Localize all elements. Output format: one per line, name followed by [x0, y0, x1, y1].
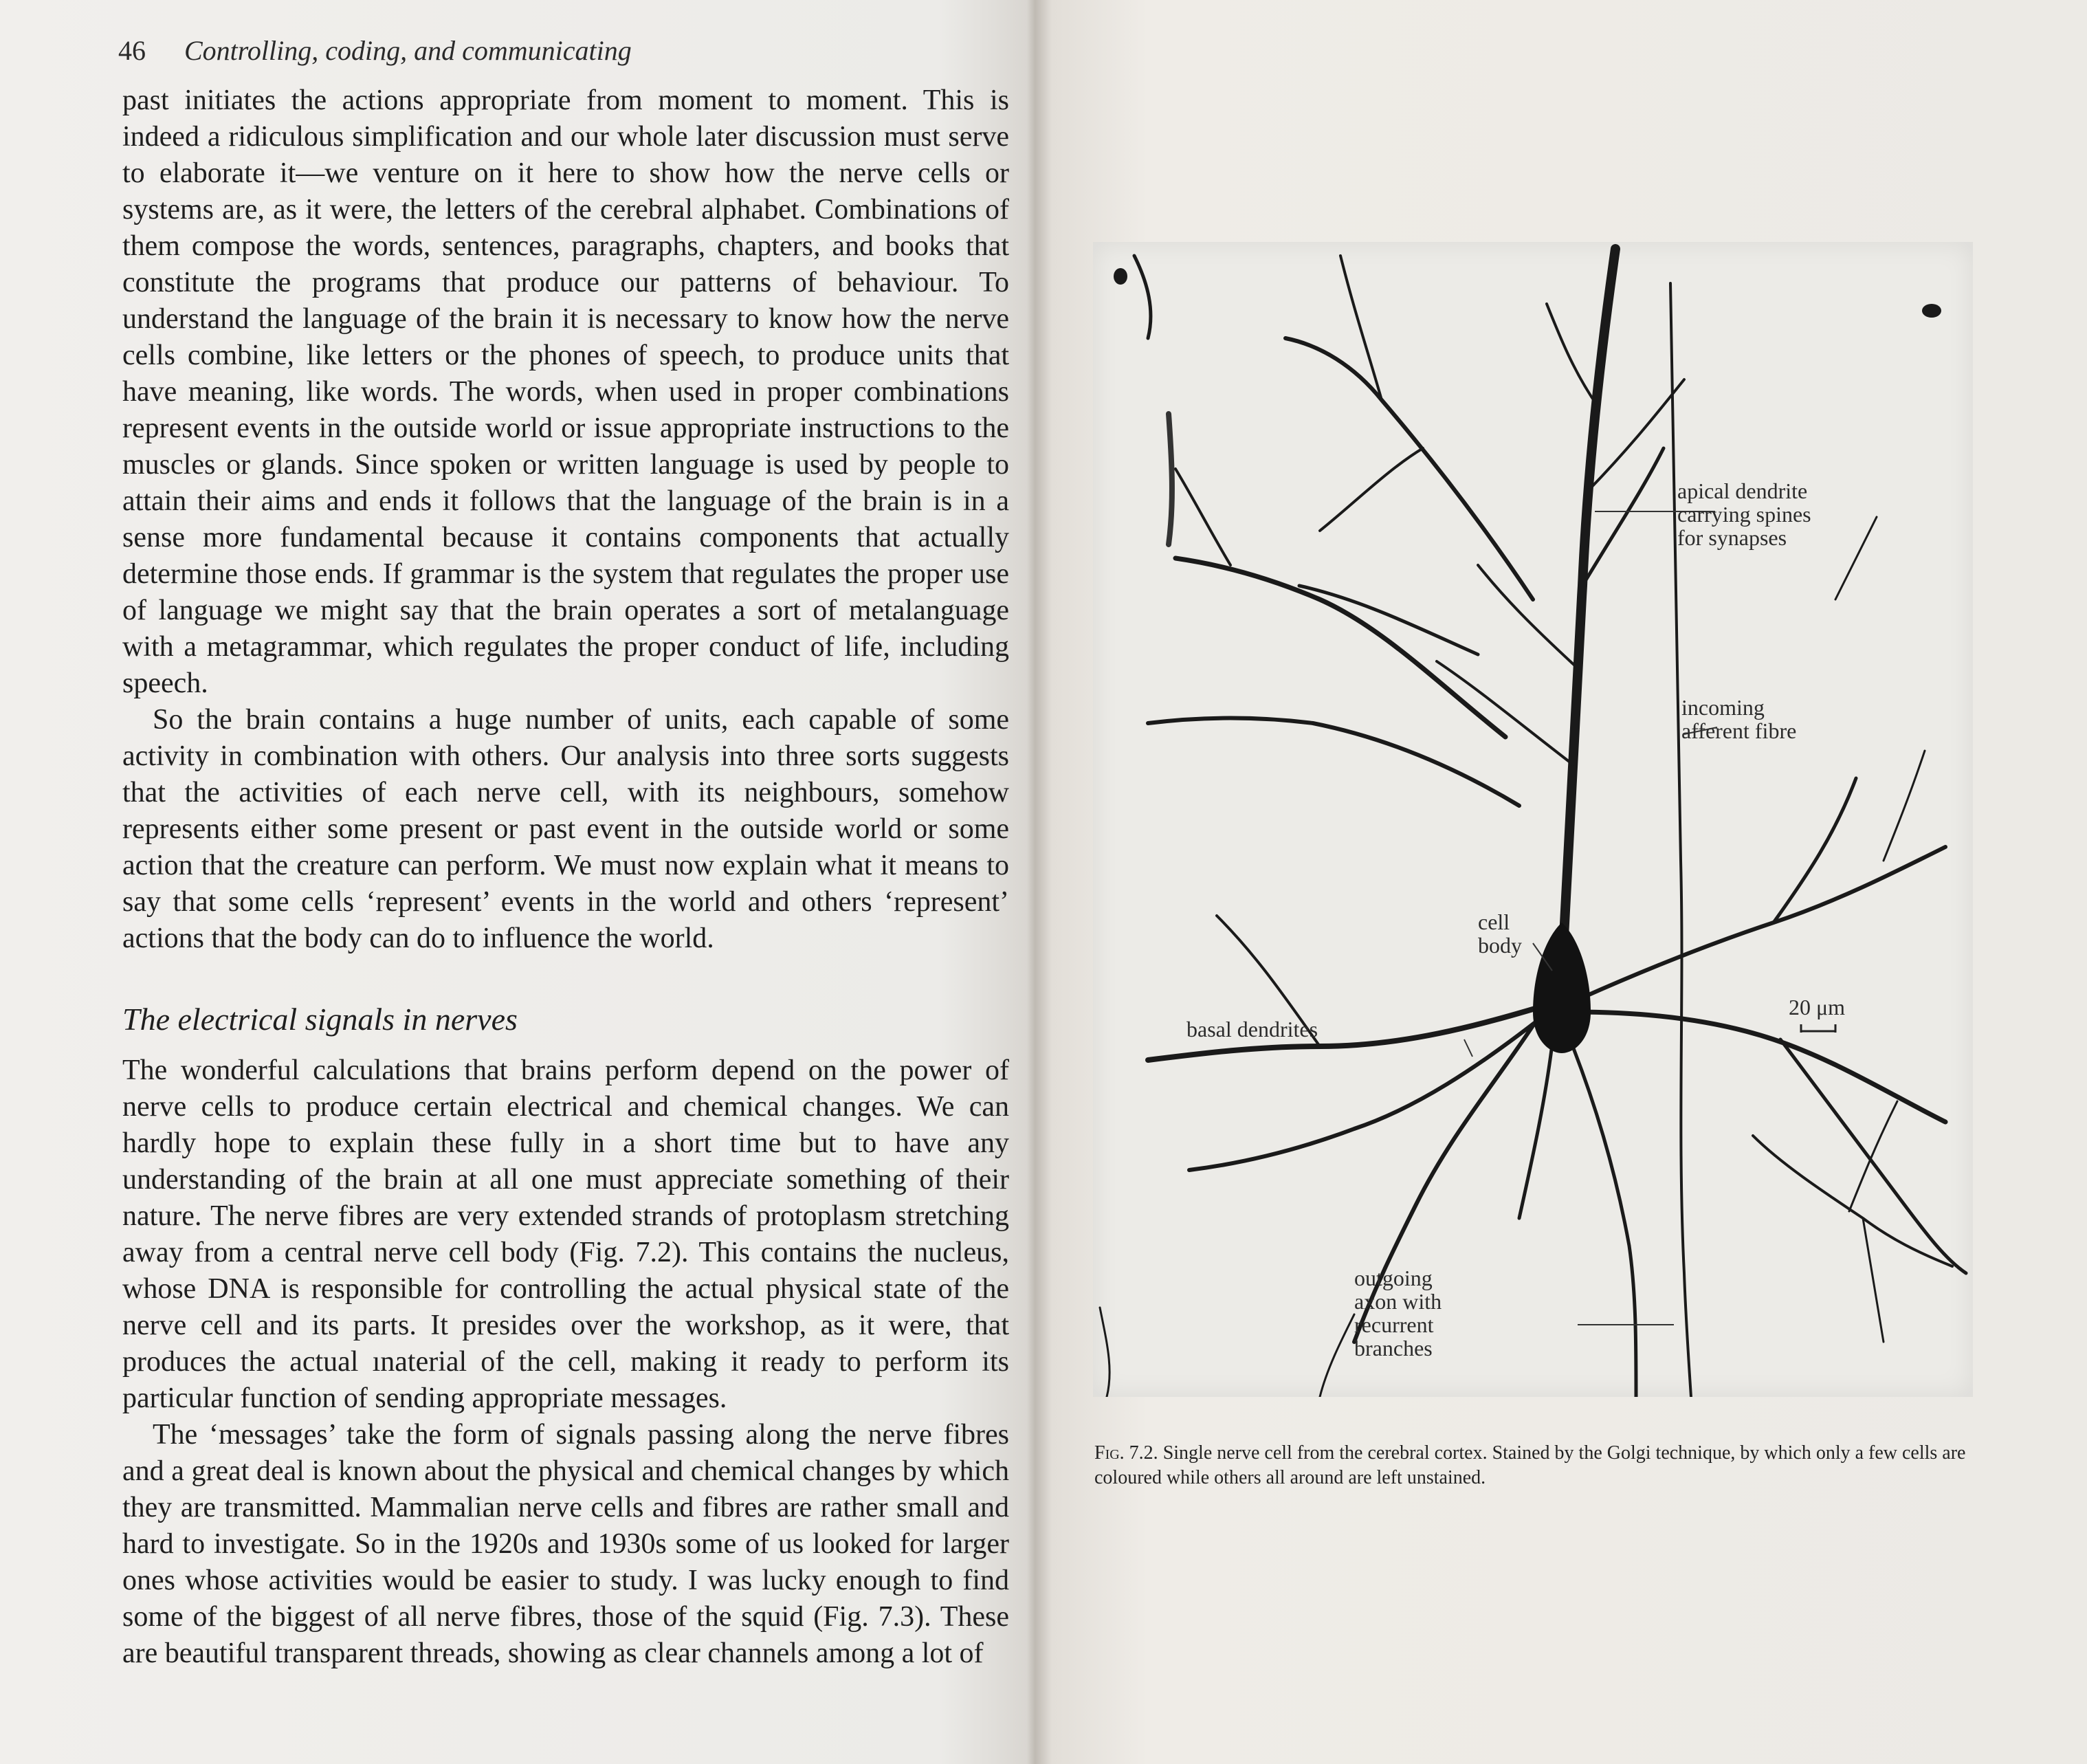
paragraph: past initiates the actions appropriate from moment to moment. This is indeed a ridiculous simplification and our whole later discussion must serve to elaborate it—we venture on it here to show how the nerve cells or systems are, as it were, the letters of the cerebral alphabet. Combinations of them compose the words, sentences, paragraphs, chapters, and books that constitute the programs that produce our patterns of behaviour. To understand the language of the brain it is necessary to know how the nerve cells combine, like letters or the phones of speech, to produce units that have meaning, like words. The words, when used in proper combinations represent events in the outside world or issue appropriate instructions to the muscles or glands. Since spoken or written language is used by people to attain their aims and ends it follows that the language of the brain is in a sense more fundamental because it contains components that actually determine those ends. If grammar is the system that regulates the proper use of language we might say that the brain operates a sort of metalanguage with a metagrammar, which regulates the proper conduct of life, including speech. — [122, 85, 1009, 699]
label-outgoing-axon: outgoing axon with recurrent branches — [1354, 1266, 1442, 1360]
golgi-neuron-drawing — [1093, 242, 1973, 1397]
caption-text: Single nerve cell from the cerebral cortex. Stained by the Golgi technique, by which only a few cells are coloured while others all around are left unstained. — [1094, 1442, 1966, 1488]
cell-body-shape — [1533, 923, 1591, 1053]
left-page — [0, 0, 1024, 1764]
figure-caption — [1094, 1441, 1981, 1490]
right-page — [1031, 0, 2087, 1764]
label-scale: 20 μm — [1789, 995, 1846, 1019]
figure-number: Fig. 7.2. — [1094, 1442, 1158, 1464]
scale-bar — [1801, 1024, 1835, 1033]
paragraph: The wonderful calculations that brains perform depend on the power of nerve cells to produce certain electrical and chemical changes. We can hardly hope to explain these fully in a short time but to have any understanding of the brain at all one must appreciate something of their nature. The nerve fibres are very extended strands of protoplasm stretching away from a central nerve cell body (Fig. 7.2). This contains the nucleus, whose DNA is responsible for controlling the actual physical state of the nerve cell and its parts. It presides over the workshop, as it were, that produces the actual ınaterial of the cell, making it ready to perform its particular function of sending appropriate messages. — [122, 1055, 1009, 1414]
page-number: 46 — [118, 35, 146, 66]
neuron-micrograph — [1093, 242, 1973, 1397]
body-text — [122, 82, 1009, 1672]
running-title: Controlling, coding, and communicating — [184, 35, 632, 66]
section-heading: The electrical signals in nerves — [122, 1002, 518, 1037]
label-basal-dendrites: basal dendrites — [1186, 1017, 1318, 1041]
label-apical-dendrite: apical dendrite carrying spines for synapses — [1677, 478, 1811, 550]
label-incoming-afferent-fibre: incoming afferent fibre — [1681, 695, 1797, 743]
label-cell-body: cell body — [1478, 909, 1522, 958]
paragraph: So the brain contains a huge number of units, each capable of some activity in combination with others. Our analysis into three sorts suggests that the activities of each nerve cell, with its neighbours, somehow represents either some present or past event in the outside world or some action that the creature can perform. We must now explain what it means to say that some cells ‘represent’ events in the world and others ‘represent’ actions that the body can do to influence the world. — [122, 704, 1009, 954]
paragraph: The ‘messages’ take the form of signals passing along the nerve fibres and a great deal is known about the physical and chemical changes by which they are transmitted. Mammalian nerve cells and fibres are rather small and hard to investigate. So in the 1920s and 1930s some of us looked for larger ones whose activities would be easier to study. I was lucky enough to find some of the biggest of all nerve fibres, those of the squid (Fig. 7.3). These are beautiful transparent threads, showing as clear channels among a lot of — [122, 1419, 1009, 1669]
running-head — [118, 34, 632, 67]
